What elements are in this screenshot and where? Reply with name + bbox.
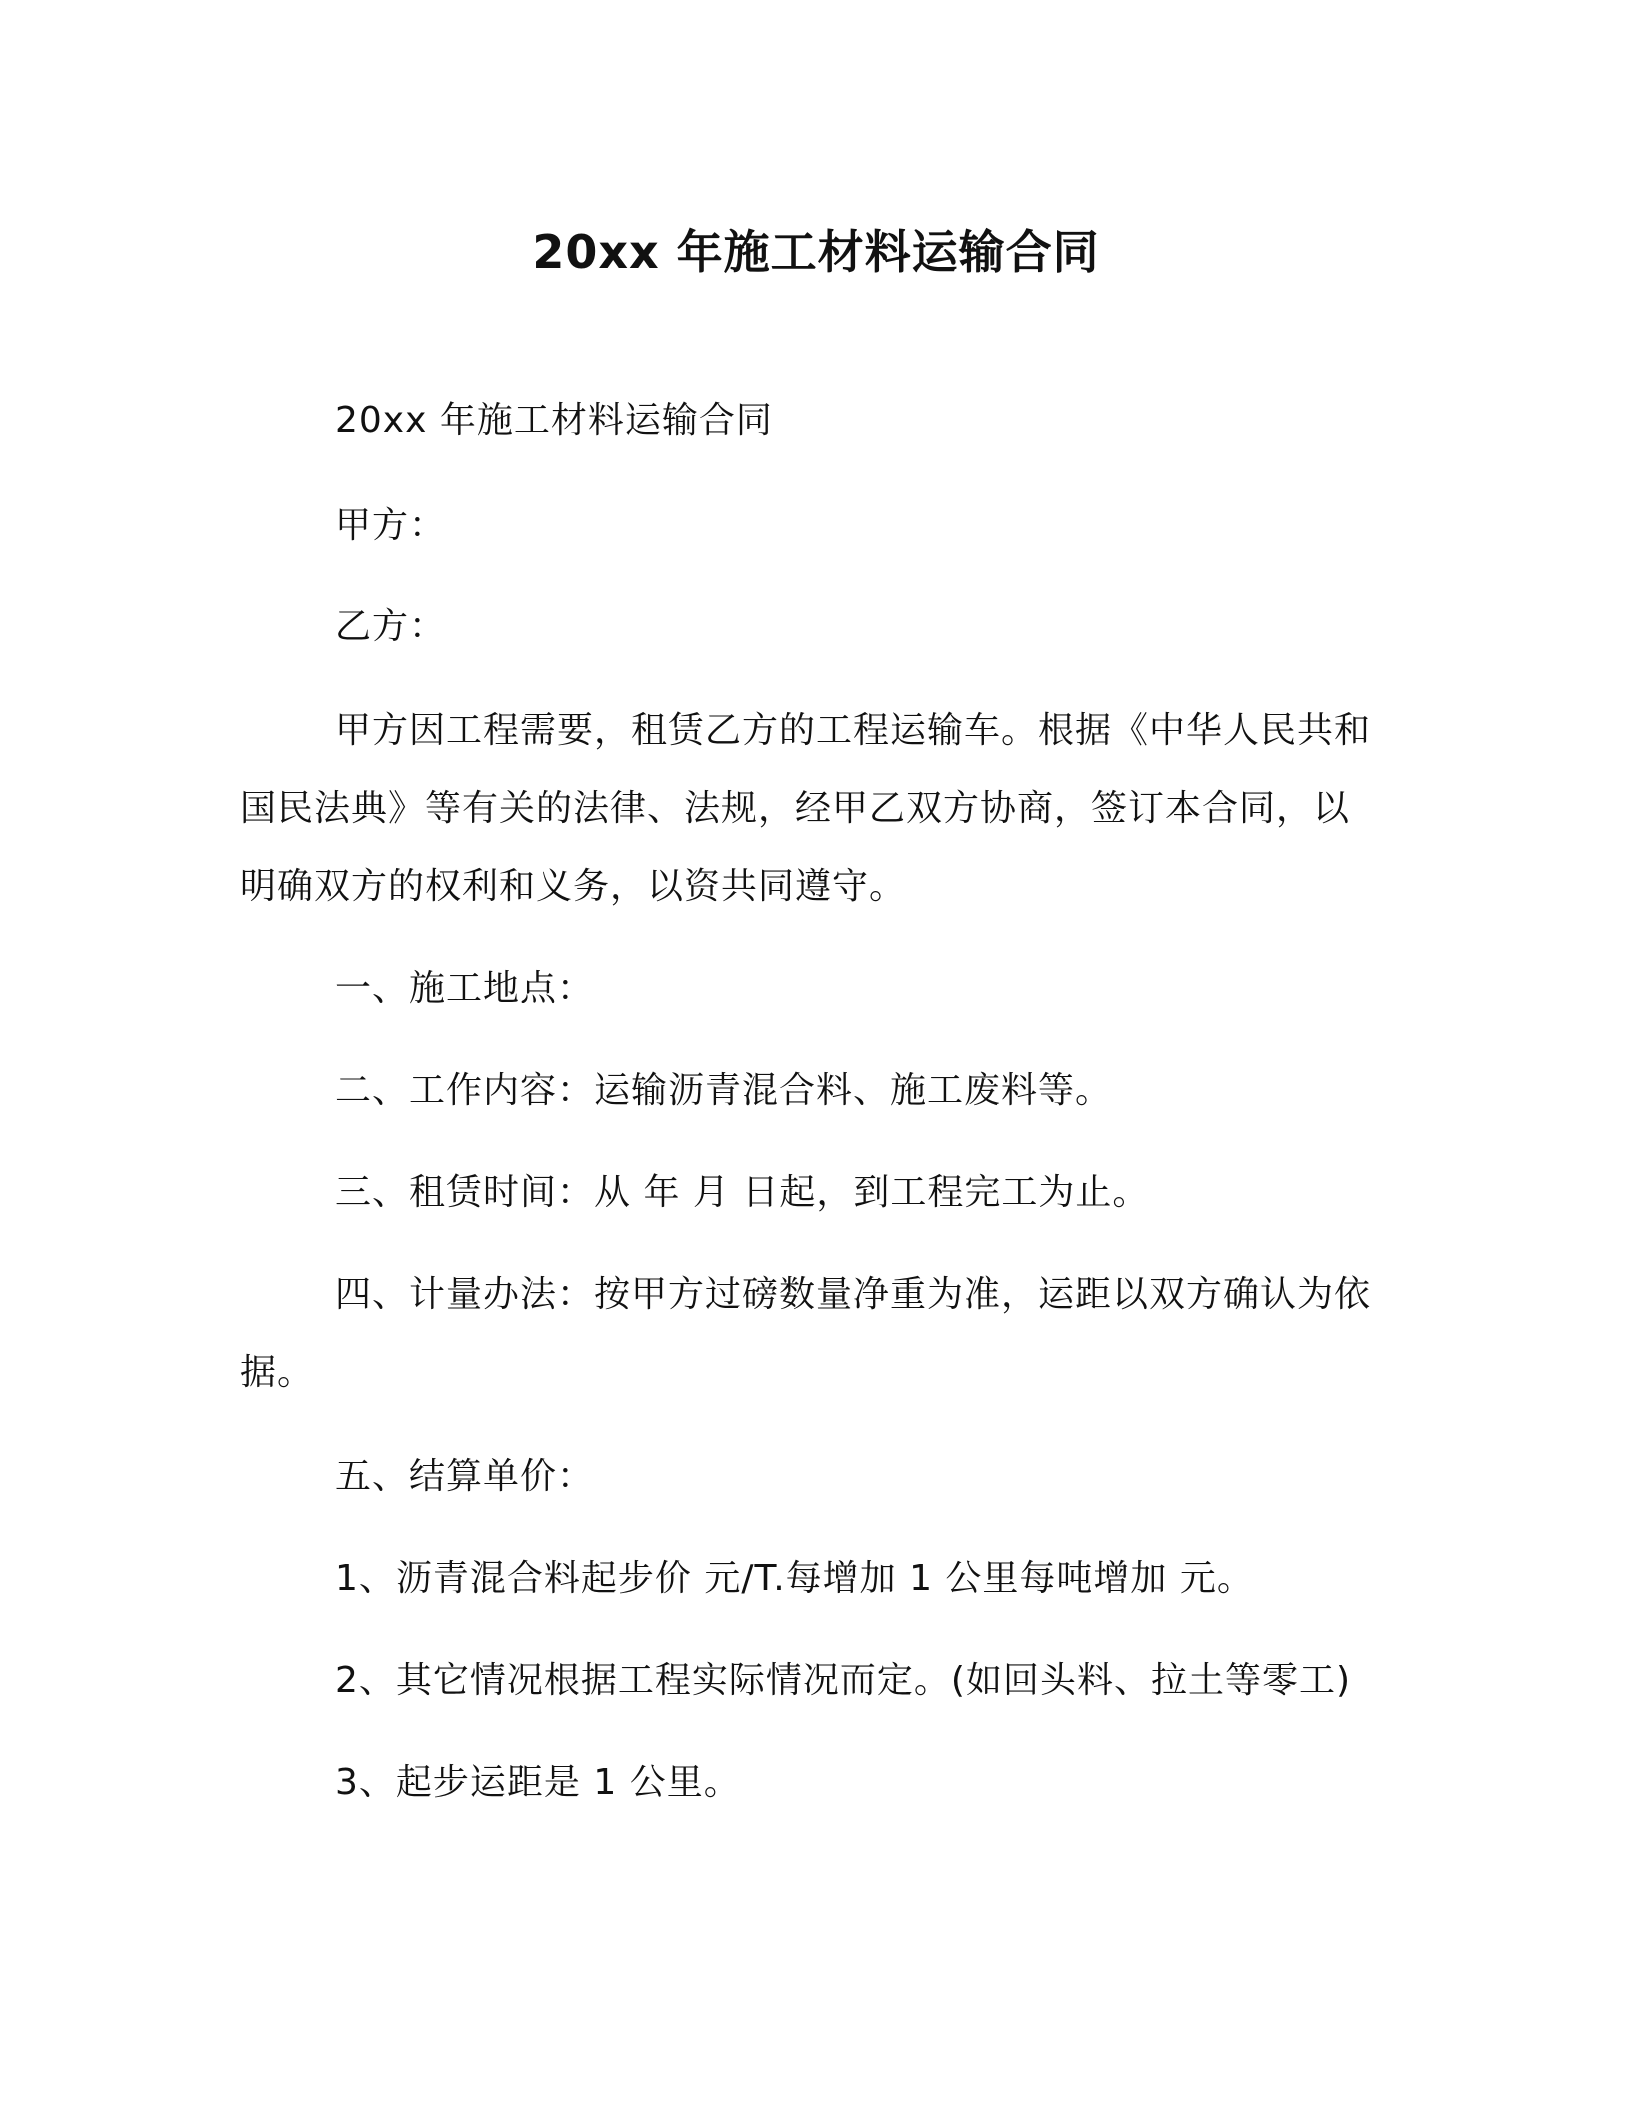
price-item-3: 3、起步运距是 1 公里。 <box>335 1762 741 1803</box>
party-a-label: 甲方： <box>335 505 447 546</box>
intro-line: 国民法典》等有关的法律、法规，经甲乙双方协商，签订本合同，以 <box>240 788 1351 829</box>
section-lease-period: 三、租赁时间：从 年 月 日起，到工程完工为止。 <box>335 1172 1150 1213</box>
party-b-label: 乙方： <box>335 606 447 647</box>
section-settlement-price: 五、结算单价： <box>335 1456 595 1497</box>
measurement-line: 四、计量办法：按甲方过磅数量净重为准，运距以双方确认为依 <box>335 1274 1372 1315</box>
section-measurement <box>240 1256 1405 1412</box>
intro-paragraph <box>240 692 1405 926</box>
measurement-line: 据。 <box>240 1352 315 1393</box>
section-construction-site: 一、施工地点： <box>335 968 595 1009</box>
price-item-1: 1、沥青混合料起步价 元/T.每增加 1 公里每吨增加 元。 <box>335 1558 1254 1599</box>
intro-line: 明确双方的权利和义务，以资共同遵守。 <box>240 866 907 907</box>
contract-name: 20xx 年施工材料运输合同 <box>335 400 773 441</box>
price-item-2: 2、其它情况根据工程实际情况而定。(如回头料、拉土等零工) <box>335 1660 1351 1701</box>
section-work-content: 二、工作内容：运输沥青混合料、施工废料等。 <box>335 1070 1113 1111</box>
document-title: 20xx 年施工材料运输合同 <box>532 225 1100 279</box>
intro-line: 甲方因工程需要，租赁乙方的工程运输车。根据《中华人民共和 <box>335 710 1372 751</box>
